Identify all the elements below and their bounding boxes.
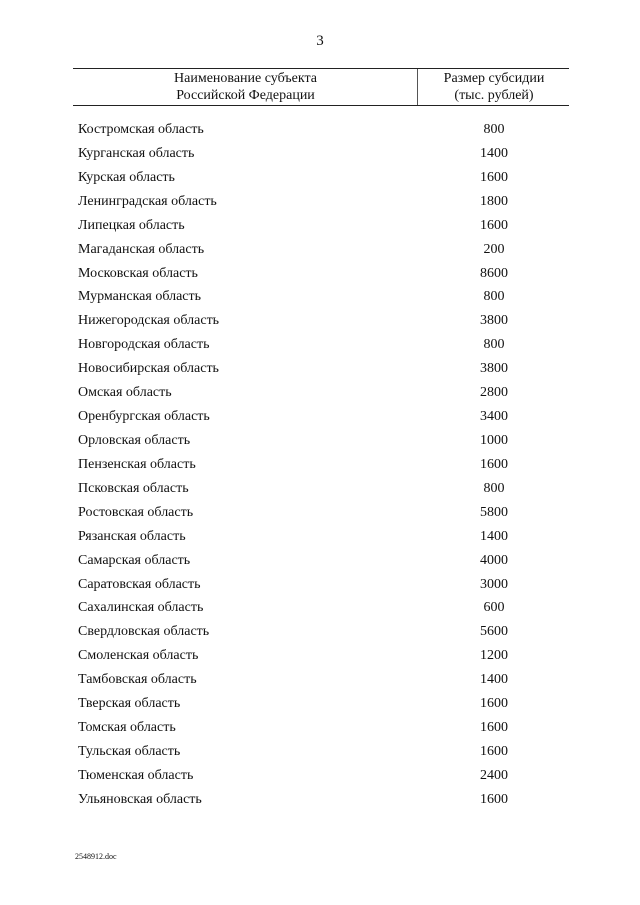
subsidy-amount: 800 xyxy=(483,480,505,496)
subsidy-amount: 5800 xyxy=(480,504,508,520)
subsidy-amount: 3800 xyxy=(480,361,508,377)
subsidy-amount: 3000 xyxy=(480,576,508,592)
table-row xyxy=(78,215,568,239)
table-body xyxy=(78,119,568,813)
table-row xyxy=(78,789,568,813)
table-row xyxy=(78,430,568,454)
table-row xyxy=(78,478,568,502)
subsidy-amount: 1600 xyxy=(480,720,508,736)
region-name: Тамбовская область xyxy=(78,672,197,688)
region-name: Томская область xyxy=(78,720,176,736)
subsidy-amount: 1800 xyxy=(480,193,508,209)
subsidy-amount: 3800 xyxy=(480,313,508,329)
region-name: Саратовская область xyxy=(78,576,201,592)
region-name: Самарская область xyxy=(78,552,191,568)
column-header-amount-line1: Размер субсидии xyxy=(443,71,545,86)
region-name: Липецкая область xyxy=(78,217,185,233)
column-header-amount-line2: (тыс. рублей) xyxy=(454,88,534,103)
column-divider xyxy=(417,69,418,105)
region-name: Ростовская область xyxy=(78,504,194,520)
table-row xyxy=(78,239,568,263)
table-row xyxy=(78,645,568,669)
table-row xyxy=(78,334,568,358)
region-name: Омская область xyxy=(78,385,172,401)
column-header-region-line2: Российской Федерации xyxy=(176,88,315,103)
table-header xyxy=(73,68,569,106)
subsidy-amount: 1600 xyxy=(480,456,508,472)
table-row xyxy=(78,167,568,191)
region-name: Московская область xyxy=(78,265,198,281)
subsidy-amount: 1600 xyxy=(480,791,508,807)
table-row xyxy=(78,263,568,287)
subsidy-amount: 800 xyxy=(483,337,505,353)
table-row xyxy=(78,669,568,693)
table-row xyxy=(78,693,568,717)
region-name: Пензенская область xyxy=(78,456,196,472)
subsidy-amount: 1600 xyxy=(480,696,508,712)
subsidy-amount: 1000 xyxy=(480,432,508,448)
subsidy-amount: 1400 xyxy=(480,528,508,544)
region-name: Нижегородская область xyxy=(78,313,220,329)
table-row xyxy=(78,765,568,789)
region-name: Рязанская область xyxy=(78,528,186,544)
column-header-region-line1: Наименование субъекта xyxy=(174,71,317,86)
table-row xyxy=(78,717,568,741)
region-name: Псковская область xyxy=(78,480,189,496)
subsidy-amount: 3400 xyxy=(480,409,508,425)
region-name: Смоленская область xyxy=(78,648,199,664)
table-row xyxy=(78,406,568,430)
column-header-region xyxy=(73,69,418,105)
subsidy-amount: 800 xyxy=(483,122,505,137)
column-header-amount xyxy=(419,69,569,105)
subsidy-amount: 200 xyxy=(483,241,505,257)
region-name: Тульская область xyxy=(78,743,181,759)
table-row xyxy=(78,119,568,143)
subsidy-amount: 2400 xyxy=(480,767,508,783)
table-row xyxy=(78,143,568,167)
region-name: Курганская область xyxy=(78,145,195,161)
table-row xyxy=(78,597,568,621)
table-row xyxy=(78,502,568,526)
region-name: Магаданская область xyxy=(78,241,205,257)
subsidy-amount: 800 xyxy=(483,289,505,305)
subsidy-amount: 1400 xyxy=(480,672,508,688)
subsidy-amount: 2800 xyxy=(480,385,508,401)
region-name: Костромская область xyxy=(78,122,204,137)
subsidy-amount: 4000 xyxy=(480,552,508,568)
table-row xyxy=(78,286,568,310)
region-name: Тюменская область xyxy=(78,767,194,783)
table-row xyxy=(78,526,568,550)
table-row xyxy=(78,191,568,215)
table-row xyxy=(78,310,568,334)
table-row xyxy=(78,454,568,478)
subsidy-amount: 1600 xyxy=(480,743,508,759)
subsidy-amount: 1600 xyxy=(480,217,508,233)
table-row xyxy=(78,382,568,406)
table-row xyxy=(78,550,568,574)
region-name: Орловская область xyxy=(78,432,191,448)
document-filename: 2548912.doc xyxy=(75,852,117,861)
subsidy-amount: 600 xyxy=(483,600,505,616)
region-name: Свердловская область xyxy=(78,624,210,640)
region-name: Ульяновская область xyxy=(78,791,202,807)
table-row xyxy=(78,574,568,598)
table-row xyxy=(78,621,568,645)
region-name: Мурманская область xyxy=(78,289,202,305)
region-name: Сахалинская область xyxy=(78,600,204,616)
region-name: Оренбургская область xyxy=(78,409,210,425)
region-name: Курская область xyxy=(78,169,175,185)
subsidy-amount: 5600 xyxy=(480,624,508,640)
table-row xyxy=(78,741,568,765)
subsidy-amount: 1200 xyxy=(480,648,508,664)
page-number: 3 xyxy=(316,33,324,49)
region-name: Новгородская область xyxy=(78,337,210,353)
subsidy-amount: 1600 xyxy=(480,169,508,185)
table-row xyxy=(78,358,568,382)
subsidy-amount: 1400 xyxy=(480,145,508,161)
region-name: Новосибирская область xyxy=(78,361,219,377)
subsidy-amount: 8600 xyxy=(480,265,508,281)
region-name: Ленинградская область xyxy=(78,193,217,209)
region-name: Тверская область xyxy=(78,696,181,712)
